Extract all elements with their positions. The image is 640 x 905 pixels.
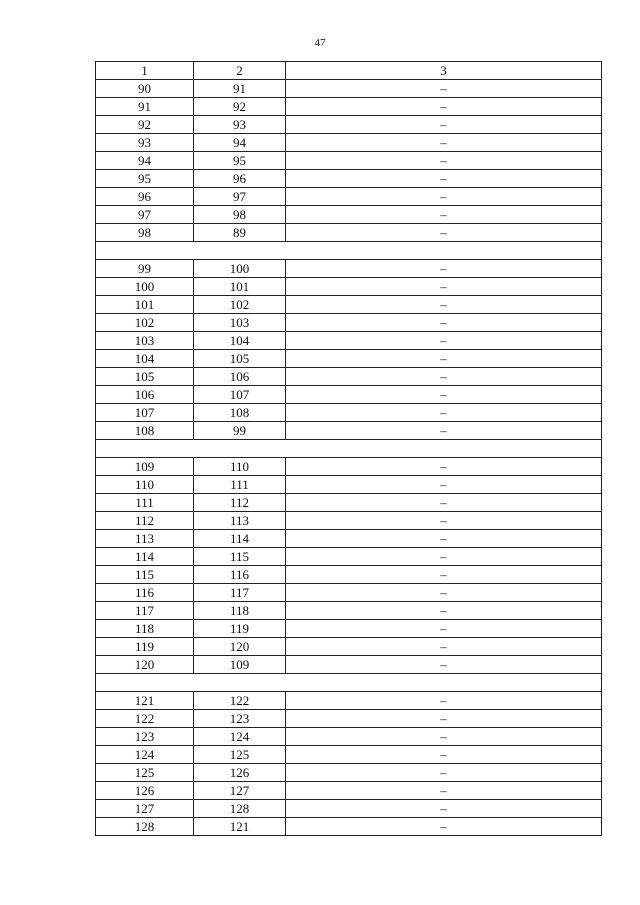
- column-header: 1: [96, 62, 194, 80]
- table-cell: 128: [96, 818, 194, 836]
- table-cell: 103: [194, 314, 286, 332]
- table-cell: 124: [96, 746, 194, 764]
- table-row: [96, 296, 602, 314]
- table-cell: 106: [96, 386, 194, 404]
- table-cell: 122: [194, 692, 286, 710]
- table-cell: 121: [96, 692, 194, 710]
- table-cell: 127: [96, 800, 194, 818]
- table-row: [96, 116, 602, 134]
- table-cell: 111: [96, 494, 194, 512]
- table-row: [96, 764, 602, 782]
- table-cell: 91: [96, 98, 194, 116]
- table-row: [96, 656, 602, 674]
- table-cell: 119: [194, 620, 286, 638]
- separator-cell: [96, 674, 602, 692]
- table-cell: 121: [194, 818, 286, 836]
- table-cell: 105: [96, 368, 194, 386]
- table-cell: 109: [96, 458, 194, 476]
- table-cell: 104: [96, 350, 194, 368]
- table-cell: 127: [194, 782, 286, 800]
- table-cell: 96: [194, 170, 286, 188]
- table-row: [96, 386, 602, 404]
- table-row: [96, 170, 602, 188]
- table-row: [96, 152, 602, 170]
- table-cell: –: [286, 818, 602, 836]
- table-cell: 110: [96, 476, 194, 494]
- table-cell: 93: [96, 134, 194, 152]
- table-cell: 89: [194, 224, 286, 242]
- table-cell: 107: [194, 386, 286, 404]
- table-cell: 122: [96, 710, 194, 728]
- table-header-row: [96, 62, 602, 80]
- table-cell: –: [286, 638, 602, 656]
- table-cell: 92: [96, 116, 194, 134]
- table-cell: –: [286, 188, 602, 206]
- table-cell: 111: [194, 476, 286, 494]
- table-row: [96, 548, 602, 566]
- table-cell: 101: [194, 278, 286, 296]
- table-row: [96, 638, 602, 656]
- table-cell: 123: [96, 728, 194, 746]
- table-cell: 91: [194, 80, 286, 98]
- table-cell: –: [286, 152, 602, 170]
- table-row: [96, 728, 602, 746]
- table-cell: 119: [96, 638, 194, 656]
- table-cell: 104: [194, 332, 286, 350]
- table-cell: –: [286, 656, 602, 674]
- table-cell: –: [286, 746, 602, 764]
- table-cell: 117: [96, 602, 194, 620]
- table-cell: –: [286, 494, 602, 512]
- table-cell: –: [286, 206, 602, 224]
- table-row: [96, 566, 602, 584]
- table-cell: 99: [96, 260, 194, 278]
- table-cell: –: [286, 314, 602, 332]
- table-cell: –: [286, 458, 602, 476]
- table-cell: 103: [96, 332, 194, 350]
- table-cell: –: [286, 98, 602, 116]
- table-cell: –: [286, 620, 602, 638]
- table-cell: 113: [96, 530, 194, 548]
- table-cell: 115: [194, 548, 286, 566]
- table-cell: 97: [96, 206, 194, 224]
- table-row: [96, 278, 602, 296]
- table-cell: 110: [194, 458, 286, 476]
- table-cell: 92: [194, 98, 286, 116]
- table-cell: 97: [194, 188, 286, 206]
- table-cell: –: [286, 278, 602, 296]
- table-cell: –: [286, 170, 602, 188]
- table-cell: 123: [194, 710, 286, 728]
- table-cell: 125: [194, 746, 286, 764]
- table-cell: 125: [96, 764, 194, 782]
- table-cell: –: [286, 350, 602, 368]
- table-cell: –: [286, 80, 602, 98]
- table-cell: 94: [194, 134, 286, 152]
- table-cell: –: [286, 548, 602, 566]
- table-cell: –: [286, 800, 602, 818]
- table-cell: 93: [194, 116, 286, 134]
- table-cell: 101: [96, 296, 194, 314]
- table-row: [96, 782, 602, 800]
- table-cell: 100: [96, 278, 194, 296]
- table-row: [96, 422, 602, 440]
- table-cell: 115: [96, 566, 194, 584]
- table-cell: 98: [194, 206, 286, 224]
- table-row: [96, 476, 602, 494]
- table-cell: –: [286, 368, 602, 386]
- table-row: [96, 404, 602, 422]
- table-row: [96, 494, 602, 512]
- table-cell: –: [286, 422, 602, 440]
- table-cell: 106: [194, 368, 286, 386]
- table-row: [96, 206, 602, 224]
- table-cell: 96: [96, 188, 194, 206]
- table-row: [96, 80, 602, 98]
- table-cell: 124: [194, 728, 286, 746]
- table-cell: –: [286, 692, 602, 710]
- table-cell: 120: [194, 638, 286, 656]
- table-cell: –: [286, 476, 602, 494]
- separator-cell: [96, 242, 602, 260]
- separator-cell: [96, 440, 602, 458]
- table-cell: –: [286, 566, 602, 584]
- table-cell: 118: [96, 620, 194, 638]
- table-cell: 102: [96, 314, 194, 332]
- table-row: [96, 260, 602, 278]
- table-cell: 120: [96, 656, 194, 674]
- table-row: [96, 134, 602, 152]
- table-cell: –: [286, 584, 602, 602]
- table-cell: 112: [194, 494, 286, 512]
- table-row: [96, 692, 602, 710]
- table-cell: 128: [194, 800, 286, 818]
- table-cell: –: [286, 224, 602, 242]
- data-table: [95, 61, 602, 836]
- table-cell: 112: [96, 512, 194, 530]
- table-cell: –: [286, 332, 602, 350]
- table-cell: 90: [96, 80, 194, 98]
- table-cell: 114: [194, 530, 286, 548]
- table-row: [96, 314, 602, 332]
- table-cell: –: [286, 764, 602, 782]
- table-cell: 108: [194, 404, 286, 422]
- table-row: [96, 584, 602, 602]
- table-cell: 95: [96, 170, 194, 188]
- table-cell: 116: [194, 566, 286, 584]
- table-row: [96, 530, 602, 548]
- table-cell: 116: [96, 584, 194, 602]
- table-row: [96, 818, 602, 836]
- table-row: [96, 224, 602, 242]
- section-separator-row: [96, 440, 602, 458]
- table-cell: 102: [194, 296, 286, 314]
- table-cell: 118: [194, 602, 286, 620]
- table-cell: 94: [96, 152, 194, 170]
- table-row: [96, 746, 602, 764]
- table-row: [96, 458, 602, 476]
- table-cell: 117: [194, 584, 286, 602]
- table-cell: 114: [96, 548, 194, 566]
- table-cell: –: [286, 728, 602, 746]
- table-body: [96, 80, 602, 836]
- table-cell: 108: [96, 422, 194, 440]
- table-cell: 99: [194, 422, 286, 440]
- table-cell: 126: [96, 782, 194, 800]
- table-cell: –: [286, 512, 602, 530]
- table-cell: 107: [96, 404, 194, 422]
- table-cell: –: [286, 116, 602, 134]
- table-row: [96, 332, 602, 350]
- table-row: [96, 710, 602, 728]
- table-cell: –: [286, 296, 602, 314]
- table-cell: 95: [194, 152, 286, 170]
- table-row: [96, 800, 602, 818]
- column-header: 2: [194, 62, 286, 80]
- table-cell: 100: [194, 260, 286, 278]
- table-cell: –: [286, 710, 602, 728]
- section-separator-row: [96, 242, 602, 260]
- table-row: [96, 368, 602, 386]
- table-cell: 98: [96, 224, 194, 242]
- table-cell: 113: [194, 512, 286, 530]
- table-cell: –: [286, 404, 602, 422]
- table-cell: –: [286, 260, 602, 278]
- column-header: 3: [286, 62, 602, 80]
- table-row: [96, 620, 602, 638]
- table-cell: –: [286, 602, 602, 620]
- page-number: 47: [314, 37, 326, 49]
- table-cell: –: [286, 782, 602, 800]
- table-cell: 109: [194, 656, 286, 674]
- table-cell: 126: [194, 764, 286, 782]
- table-cell: –: [286, 386, 602, 404]
- table-cell: –: [286, 530, 602, 548]
- section-separator-row: [96, 674, 602, 692]
- table-row: [96, 602, 602, 620]
- table-cell: –: [286, 134, 602, 152]
- table-row: [96, 350, 602, 368]
- table-row: [96, 98, 602, 116]
- table-row: [96, 512, 602, 530]
- table-row: [96, 188, 602, 206]
- table-cell: 105: [194, 350, 286, 368]
